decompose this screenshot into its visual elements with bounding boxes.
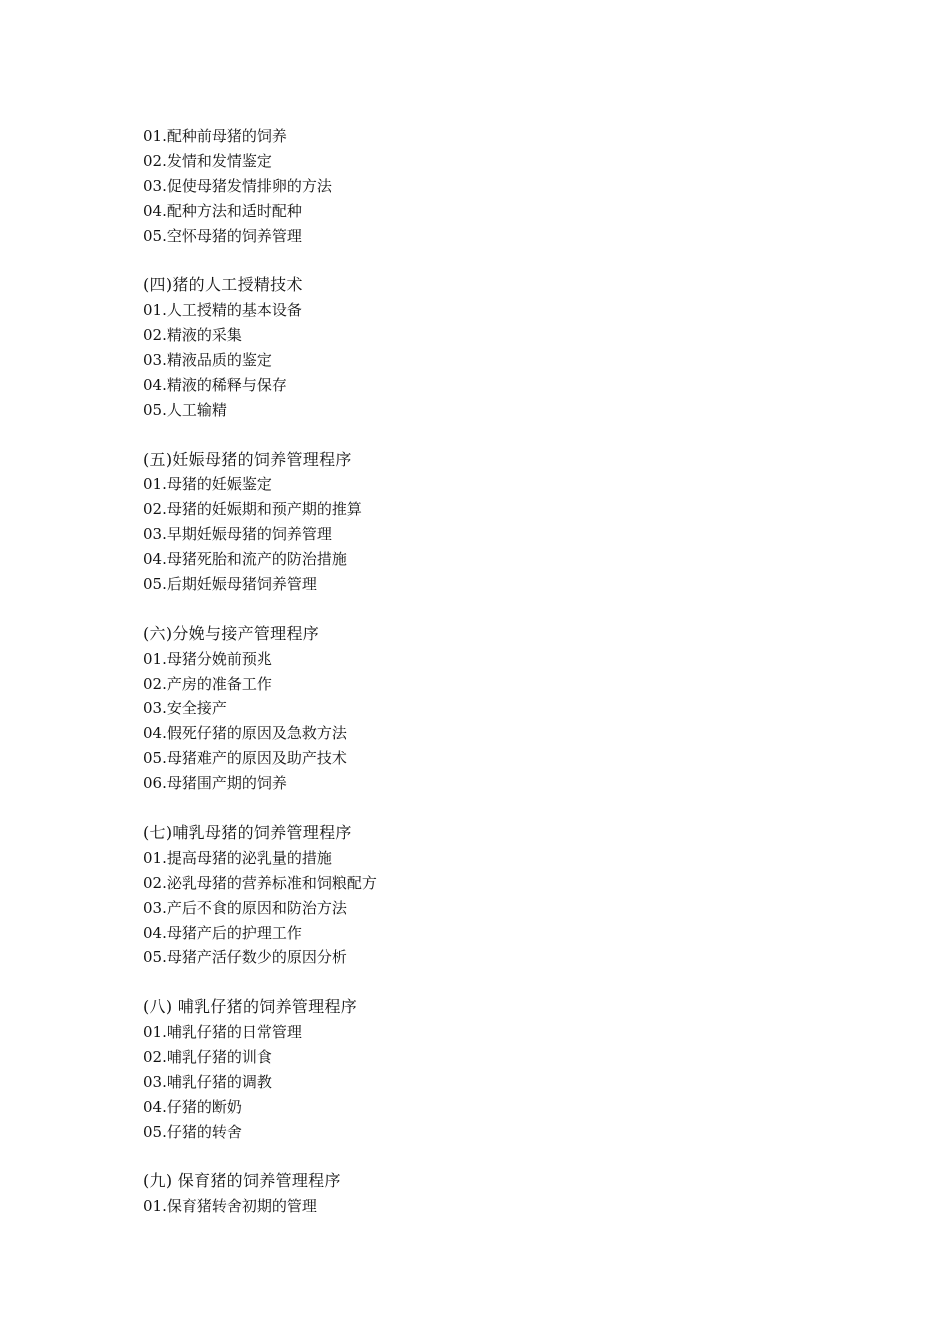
list-item: 01.哺乳仔猪的日常管理 [143, 1023, 302, 1042]
section-lactating-sow [143, 821, 843, 970]
list-item: 01.提高母猪的泌乳量的措施 [143, 848, 332, 867]
list-item: 04.母猪产后的护理工作 [143, 923, 302, 942]
section-heading: (四)猪的人工授精技术 [143, 275, 303, 295]
list-item: 02.泌乳母猪的营养标准和饲粮配方 [143, 873, 377, 892]
list-item: 03.安全接产 [143, 699, 227, 718]
list-item: 02.发情和发情鉴定 [143, 151, 272, 170]
list-item: 04.母猪死胎和流产的防治措施 [143, 550, 347, 569]
list-item: 02.产房的准备工作 [143, 674, 272, 693]
list-item: 02.哺乳仔猪的训食 [143, 1047, 272, 1066]
item-list [143, 1194, 843, 1219]
list-item: 03.产后不食的原因和防治方法 [143, 898, 347, 917]
list-item: 03.早期妊娠母猪的饲养管理 [143, 525, 332, 544]
list-item: 04.仔猪的断奶 [143, 1097, 242, 1116]
list-item: 02.精液的采集 [143, 326, 242, 345]
item-list [143, 298, 843, 422]
list-item: 03.精液品质的鉴定 [143, 351, 272, 370]
list-item: 01.母猪分娩前预兆 [143, 649, 272, 668]
section-heading: (六)分娩与接产管理程序 [143, 623, 320, 643]
list-item: 05.仔猪的转舍 [143, 1122, 242, 1141]
list-item: 05.空怀母猪的饲养管理 [143, 226, 302, 245]
item-list [143, 472, 843, 596]
list-item: 01.母猪的妊娠鉴定 [143, 475, 272, 494]
section-heading: (八) 哺乳仔猪的饲养管理程序 [143, 997, 358, 1017]
section-heading: (五)妊娠母猪的饲养管理程序 [143, 449, 352, 469]
list-item: 04.精液的稀释与保存 [143, 375, 287, 394]
section-suckling-piglet [143, 995, 843, 1144]
item-list [143, 124, 843, 248]
list-item: 05.母猪难产的原因及助产技术 [143, 749, 347, 768]
section-artificial-insemination [143, 273, 843, 422]
item-list [143, 647, 843, 796]
list-item: 05.母猪产活仔数少的原因分析 [143, 948, 347, 967]
section-heading: (九) 保育猪的饲养管理程序 [143, 1171, 341, 1191]
item-list [143, 1020, 843, 1144]
list-item: 04.配种方法和适时配种 [143, 201, 302, 220]
list-item: 02.母猪的妊娠期和预产期的推算 [143, 500, 362, 519]
section-farrowing [143, 622, 843, 796]
list-item: 04.假死仔猪的原因及急救方法 [143, 724, 347, 743]
section-pregnant-sow [143, 448, 843, 597]
document-page [143, 124, 843, 1219]
list-item: 06.母猪围产期的饲养 [143, 774, 287, 793]
section-breeding [143, 124, 843, 248]
item-list [143, 846, 843, 970]
list-item: 05.人工输精 [143, 400, 227, 419]
section-nursery-pig [143, 1169, 843, 1219]
section-heading: (七)哺乳母猪的饲养管理程序 [143, 822, 352, 842]
list-item: 01.人工授精的基本设备 [143, 301, 302, 320]
list-item: 03.哺乳仔猪的调教 [143, 1072, 272, 1091]
list-item: 05.后期妊娠母猪饲养管理 [143, 575, 317, 594]
list-item: 01.配种前母猪的饲养 [143, 127, 287, 145]
list-item: 03.促使母猪发情排卵的方法 [143, 176, 332, 195]
list-item: 01.保育猪转舍初期的管理 [143, 1197, 317, 1216]
